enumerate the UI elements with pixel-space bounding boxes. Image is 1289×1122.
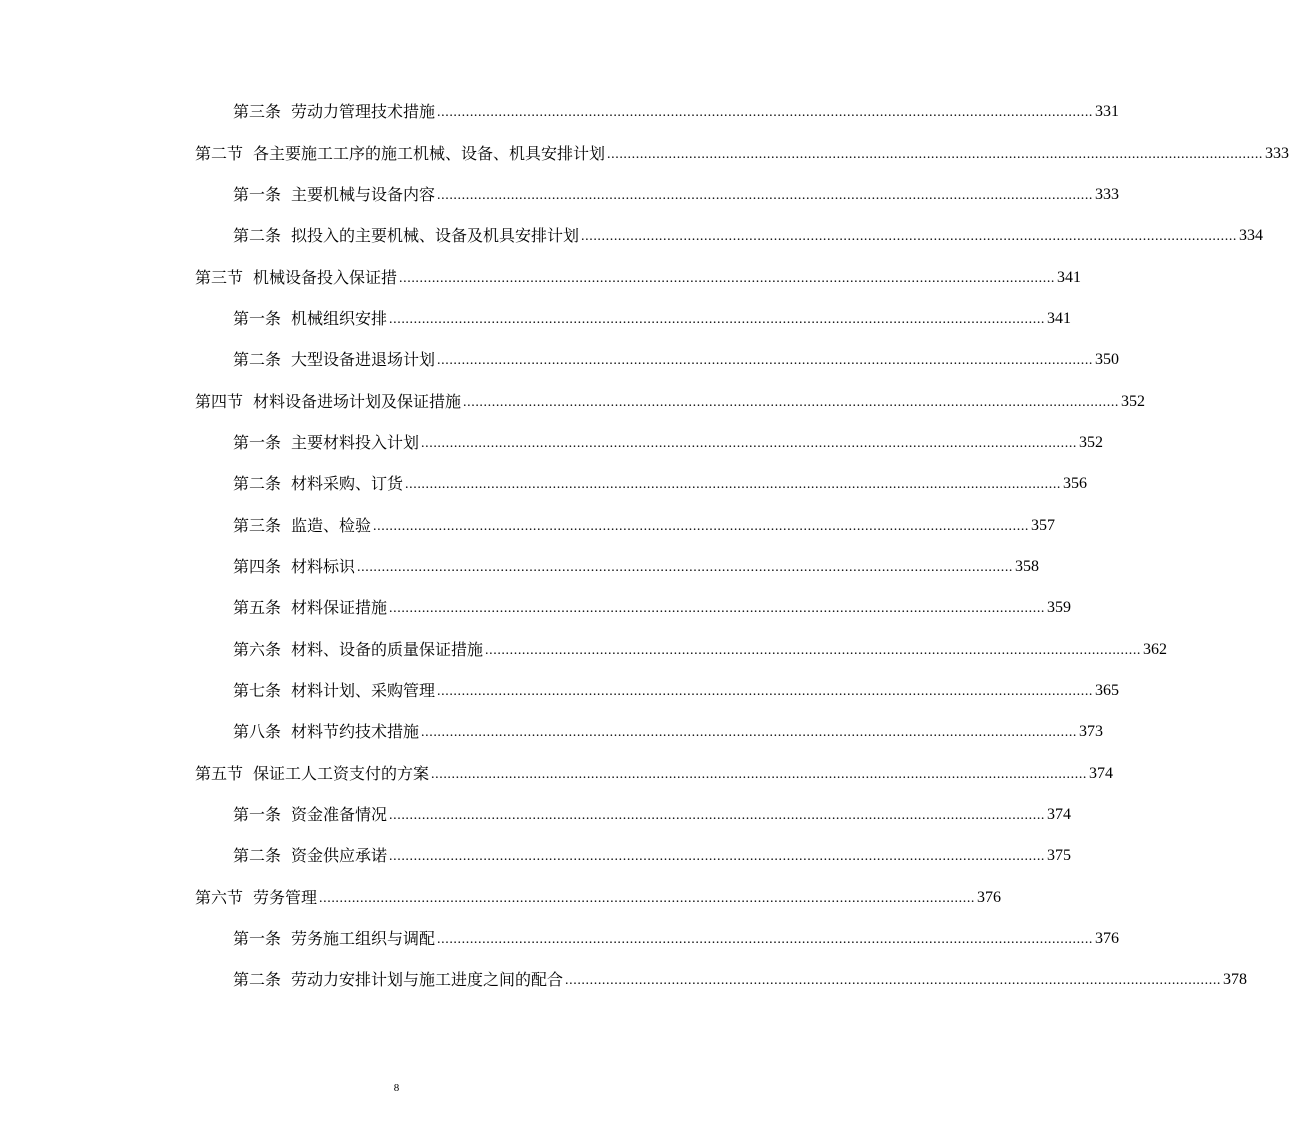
toc-entry-page: 376 [1095,930,1120,947]
toc-entry-page: 333 [1095,186,1120,203]
toc-entry-number: 第一条 [233,433,282,452]
toc-entry-page: 352 [1079,434,1104,451]
dot-leader: ................................................................................................................................................................ [405,477,1062,492]
toc-entry[interactable] [233,634,1168,660]
dot-leader: ................................................................................................................................................................ [389,312,1046,327]
toc-entry-page: 374 [1047,806,1072,823]
toc-entry-number: 第二条 [233,970,282,989]
toc-entry-page: 365 [1095,682,1120,699]
toc-entry-number: 第一条 [233,185,282,204]
toc-entry-title: 材料节约技术措施 [291,722,420,741]
toc-entry-number: 第一条 [233,929,282,948]
toc-entry-number: 第六条 [233,640,282,659]
toc-entry[interactable] [233,964,1248,990]
toc-entry-title: 机械设备投入保证措 [253,268,398,287]
toc-entry-title: 劳务管理 [253,888,318,907]
toc-entry-number: 第二条 [233,350,282,369]
toc-entry-number: 第六节 [195,888,244,907]
toc-entry-title: 主要材料投入计划 [291,433,420,452]
toc-entry-number: 第二条 [233,474,282,493]
toc-entry-number: 第二条 [233,846,282,865]
toc-entry[interactable] [233,551,1040,577]
toc-entry-title: 材料设备进场计划及保证措施 [253,392,462,411]
dot-leader: ................................................................................................................................................................ [581,229,1238,244]
toc-entry-page: 334 [1239,227,1264,244]
toc-entry-number: 第四条 [233,557,282,576]
toc-entry-page: 373 [1079,723,1104,740]
toc-entry[interactable] [233,220,1264,246]
toc-entry-title: 大型设备进退场计划 [291,350,436,369]
toc-entry[interactable] [233,303,1072,329]
toc-entry-number: 第三条 [233,516,282,535]
dot-leader: ................................................................................................................................................................ [431,767,1088,782]
dot-leader: ................................................................................................................................................................ [399,271,1056,286]
toc-entry-number: 第五条 [233,598,282,617]
dot-leader: ................................................................................................................................................................ [485,643,1142,658]
dot-leader: ................................................................................................................................................................ [389,601,1046,616]
toc-entry-title: 材料计划、采购管理 [291,681,436,700]
dot-leader: ................................................................................................................................................................ [319,891,976,906]
toc-entry-title: 材料采购、订货 [291,474,404,493]
toc-entry-page: 331 [1095,103,1120,120]
toc-entry[interactable] [233,923,1120,949]
toc-entry-number: 第三条 [233,102,282,121]
toc-entry[interactable] [233,96,1120,122]
dot-leader: ................................................................................................................................................................ [607,147,1264,162]
toc-entry-page: 356 [1063,475,1088,492]
toc-entry[interactable] [233,799,1072,825]
toc-entry-number: 第四节 [195,392,244,411]
toc-entry-number: 第八条 [233,722,282,741]
toc-entry-title: 拟投入的主要机械、设备及机具安排计划 [291,226,580,245]
toc-entry-page: 357 [1031,517,1056,534]
dot-leader: ................................................................................................................................................................ [421,725,1078,740]
dot-leader: ................................................................................................................................................................ [421,436,1078,451]
dot-leader: ................................................................................................................................................................ [357,560,1014,575]
dot-leader: ................................................................................................................................................................ [373,519,1030,534]
dot-leader: ................................................................................................................................................................ [437,188,1094,203]
toc-entry-page: 359 [1047,599,1072,616]
toc-entry[interactable] [233,840,1072,866]
toc-entry-number: 第一条 [233,309,282,328]
toc-entry-page: 352 [1121,393,1146,410]
dot-leader: ................................................................................................................................................................ [437,353,1094,368]
toc-entry-number: 第五节 [195,764,244,783]
toc-entry-page: 376 [977,889,1002,906]
toc-entry[interactable] [233,468,1088,494]
toc-entry[interactable] [195,138,1289,164]
toc-entry[interactable] [233,675,1120,701]
toc-entry-page: 333 [1265,145,1289,162]
toc-entry[interactable] [195,758,1114,784]
toc-entry-page: 341 [1047,310,1072,327]
toc-entry[interactable] [233,592,1072,618]
toc-entry-number: 第一条 [233,805,282,824]
toc-entry-title: 材料标识 [291,557,356,576]
dot-leader: ................................................................................................................................................................ [437,932,1094,947]
dot-leader: ................................................................................................................................................................ [463,395,1120,410]
dot-leader: ................................................................................................................................................................ [389,808,1046,823]
toc-entry-title: 主要机械与设备内容 [291,185,436,204]
toc-entry-page: 350 [1095,351,1120,368]
toc-entry[interactable] [233,427,1104,453]
toc-entry-title: 劳动力管理技术措施 [291,102,436,121]
toc-entry[interactable] [233,344,1120,370]
toc-entry-title: 材料保证措施 [291,598,388,617]
toc-entry-number: 第三节 [195,268,244,287]
toc-entry-title: 劳动力安排计划与施工进度之间的配合 [291,970,564,989]
toc-entry-page: 378 [1223,971,1248,988]
toc-entry-page: 341 [1057,269,1082,286]
dot-leader: ................................................................................................................................................................ [389,849,1046,864]
toc-entry-title: 机械组织安排 [291,309,388,328]
toc-entry-title: 资金准备情况 [291,805,388,824]
dot-leader: ................................................................................................................................................................ [437,684,1094,699]
toc-entry-title: 材料、设备的质量保证措施 [291,640,484,659]
toc-entry[interactable] [233,510,1056,536]
toc-entry-title: 劳务施工组织与调配 [291,929,436,948]
toc-entry[interactable] [233,179,1120,205]
dot-leader: ................................................................................................................................................................ [437,105,1094,120]
toc-entry-number: 第七条 [233,681,282,700]
page-number: 8 [393,1082,400,1094]
toc-entry-page: 362 [1143,641,1168,658]
toc-entry-title: 资金供应承诺 [291,846,388,865]
toc-entry-title: 各主要施工工序的施工机械、设备、机具安排计划 [253,144,606,163]
toc-entry-page: 374 [1089,765,1114,782]
toc-entry-title: 保证工人工资支付的方案 [253,764,430,783]
toc-entry[interactable] [195,882,1002,908]
toc-entry[interactable] [195,262,1082,288]
toc-entry-page: 375 [1047,847,1072,864]
toc-entry-title: 监造、检验 [291,516,372,535]
toc-entry-number: 第二节 [195,144,244,163]
toc-entry-page: 358 [1015,558,1040,575]
toc-entry-number: 第二条 [233,226,282,245]
toc-entry[interactable] [195,386,1146,412]
dot-leader: ................................................................................................................................................................ [565,973,1222,988]
toc-entry[interactable] [233,716,1104,742]
